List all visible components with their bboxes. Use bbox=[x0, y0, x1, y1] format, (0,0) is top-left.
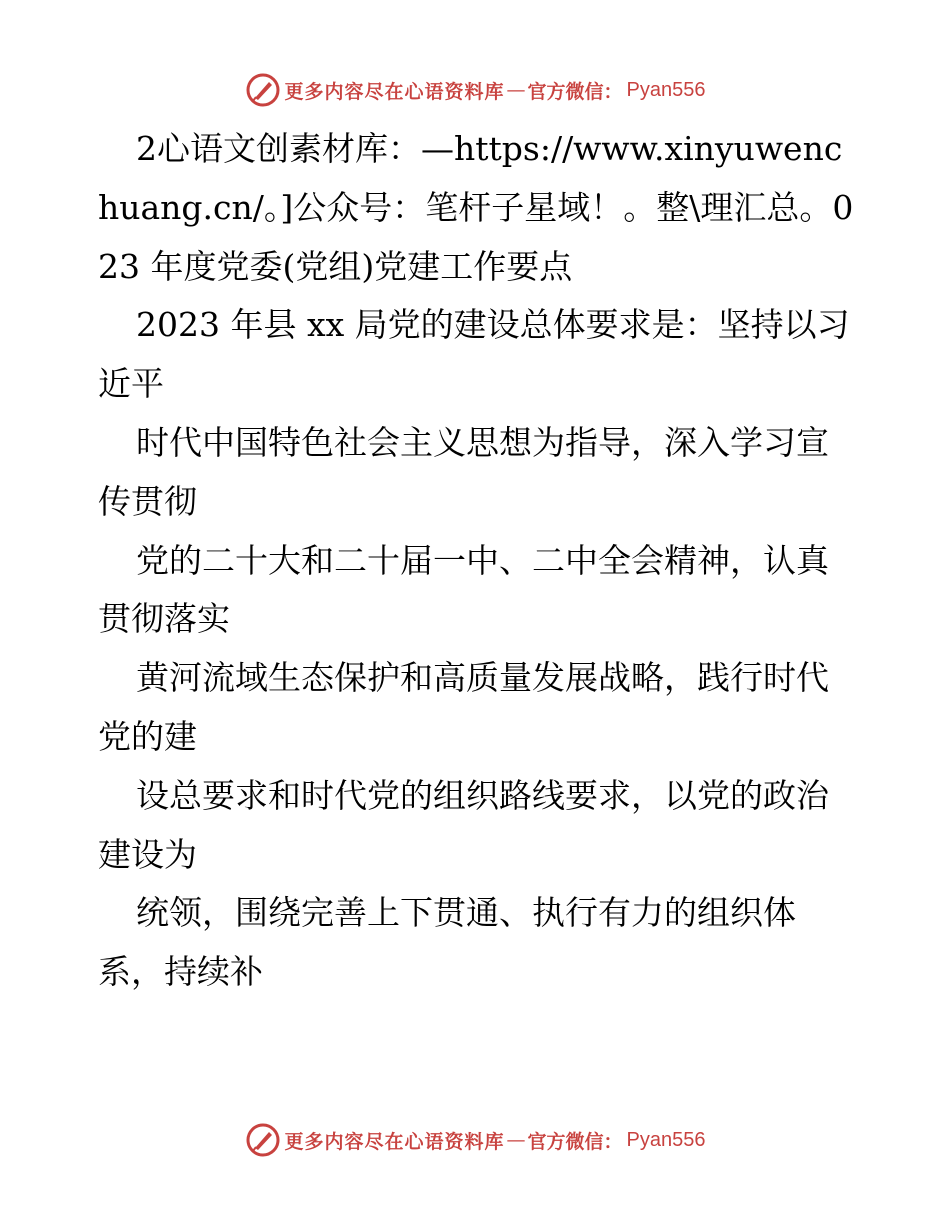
banner-wechat-id: Pyan556 bbox=[626, 1128, 706, 1151]
paragraph: 2心语文创素材库：—https://www.xinyuwenchuang.cn/。]公众号：笔杆子星域！。整\理汇总。023 年度党委(党组)党建工作要点 bbox=[98, 129, 854, 286]
banner-wechat-label: 官方微信： bbox=[527, 80, 623, 103]
quill-logo-icon bbox=[245, 72, 281, 108]
paragraph: 2023 年县 xx 局党的建设总体要求是：坚持以习近平 bbox=[98, 305, 850, 404]
banner-wechat-label: 官方微信： bbox=[527, 1130, 623, 1153]
banner-text: 更多内容尽在心语资料库 bbox=[284, 80, 505, 103]
quill-logo-icon bbox=[245, 1122, 281, 1158]
banner-separator: — bbox=[506, 79, 526, 101]
banner-text: 更多内容尽在心语资料库 bbox=[284, 1130, 505, 1153]
banner-separator: — bbox=[506, 1129, 526, 1151]
paragraph: 黄河流域生态保护和高质量发展战略，践行时代党的建 bbox=[98, 658, 829, 756]
paragraph: 设总要求和时代党的组织路线要求，以党的政治建设为 bbox=[98, 775, 829, 874]
paragraph: 党的二十大和二十届一中、二中全会精神，认真贯彻落实 bbox=[98, 540, 829, 639]
footer-banner bbox=[0, 1120, 950, 1160]
paragraph: 时代中国特色社会主义思想为指导，深入学习宣传贯彻 bbox=[98, 422, 829, 521]
banner-wechat-id: Pyan556 bbox=[626, 78, 706, 101]
document-body bbox=[98, 120, 858, 1002]
header-banner bbox=[0, 70, 950, 110]
paragraph: 统领，围绕完善上下贯通、执行有力的组织体系，持续补 bbox=[98, 893, 796, 992]
